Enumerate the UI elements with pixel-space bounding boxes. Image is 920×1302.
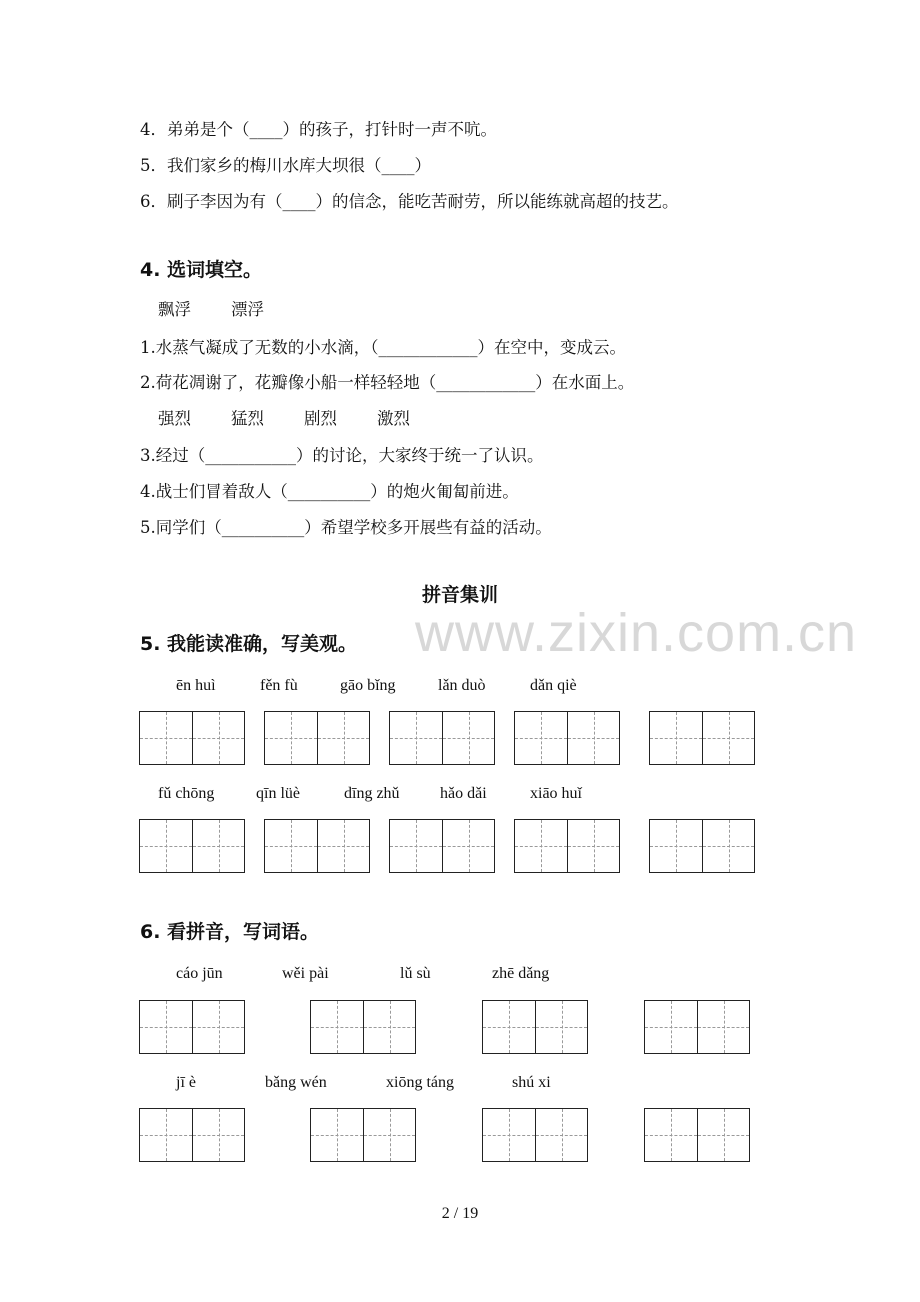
word-option: 漂浮	[231, 300, 264, 319]
writing-grid[interactable]	[139, 819, 245, 873]
pinyin-label: lǔ sù	[400, 965, 431, 982]
writing-grid[interactable]	[482, 1108, 588, 1162]
writing-grid[interactable]	[644, 1000, 750, 1054]
pinyin-section-title: 拼音集训	[421, 584, 498, 606]
pinyin-label: bǎng wén	[265, 1074, 327, 1091]
writing-grid[interactable]	[389, 711, 495, 765]
fill-item-5: 5．我们家乡的梅川水库大坝很（____）	[140, 156, 431, 175]
writing-grid[interactable]	[264, 819, 370, 873]
section-6-heading: 6. 看拼音，写词语。	[140, 921, 320, 943]
fill-item-6: 6．刷子李因为有（____）的信念，能吃苦耐劳，所以能练就高超的技艺。	[140, 192, 679, 211]
writing-grid[interactable]	[514, 711, 620, 765]
pinyin-label: wěi pài	[282, 965, 329, 982]
page-number: 2 / 19	[441, 1205, 479, 1222]
pinyin-label: fǔ chōng	[158, 785, 215, 802]
pinyin-label: hǎo dǎi	[440, 785, 487, 802]
pinyin-label: ēn huì	[176, 677, 216, 694]
pinyin-label: gāo bǐng	[340, 677, 396, 694]
writing-grid[interactable]	[139, 1000, 245, 1054]
pinyin-label: xiōng táng	[386, 1074, 454, 1091]
word-options-group-1	[158, 299, 304, 321]
choose-item-5: 5.同学们（__________）希望学校多开展些有益的活动。	[140, 518, 552, 537]
choose-item-1: 1.水蒸气凝成了无数的小水滴，（____________）在空中，变成云。	[140, 338, 626, 357]
choose-item-2: 2.荷花凋谢了，花瓣像小船一样轻轻地（____________）在水面上。	[140, 373, 635, 392]
pinyin-label: lǎn duò	[438, 677, 486, 694]
pinyin-label: fěn fù	[260, 677, 298, 694]
writing-grid[interactable]	[514, 819, 620, 873]
watermark: www.zixin.com.cn	[415, 603, 858, 663]
fill-item-4: 4．弟弟是个（____）的孩子，打针时一声不吭。	[140, 120, 497, 139]
pinyin-label: qīn lüè	[256, 785, 300, 802]
word-options-group-2	[158, 408, 450, 430]
choose-item-3: 3.经过（___________）的讨论，大家终于统一了认识。	[140, 446, 544, 465]
pinyin-label: shú xi	[512, 1074, 551, 1091]
writing-grid[interactable]	[264, 711, 370, 765]
writing-grid[interactable]	[649, 711, 755, 765]
word-option: 激烈	[377, 409, 410, 428]
pinyin-label: xiāo huǐ	[530, 785, 582, 802]
section-4-heading: 4. 选词填空。	[140, 259, 263, 281]
word-option: 强烈	[158, 409, 191, 428]
writing-grid[interactable]	[644, 1108, 750, 1162]
writing-grid[interactable]	[139, 1108, 245, 1162]
writing-grid[interactable]	[482, 1000, 588, 1054]
pinyin-label: cáo jūn	[176, 965, 223, 982]
section-5-heading: 5. 我能读准确，写美观。	[140, 633, 358, 655]
pinyin-label: dīng zhǔ	[344, 785, 400, 802]
choose-item-4: 4.战士们冒着敌人（__________）的炮火匍匐前进。	[140, 482, 519, 501]
writing-grid[interactable]	[389, 819, 495, 873]
writing-grid[interactable]	[649, 819, 755, 873]
pinyin-label: jī è	[176, 1074, 196, 1091]
word-option: 飘浮	[158, 300, 191, 319]
word-option: 剧烈	[304, 409, 337, 428]
writing-grid[interactable]	[139, 711, 245, 765]
writing-grid[interactable]	[310, 1000, 416, 1054]
writing-grid[interactable]	[310, 1108, 416, 1162]
pinyin-label: dǎn qiè	[530, 677, 577, 694]
word-option: 猛烈	[231, 409, 264, 428]
pinyin-label: zhē dǎng	[492, 965, 550, 982]
